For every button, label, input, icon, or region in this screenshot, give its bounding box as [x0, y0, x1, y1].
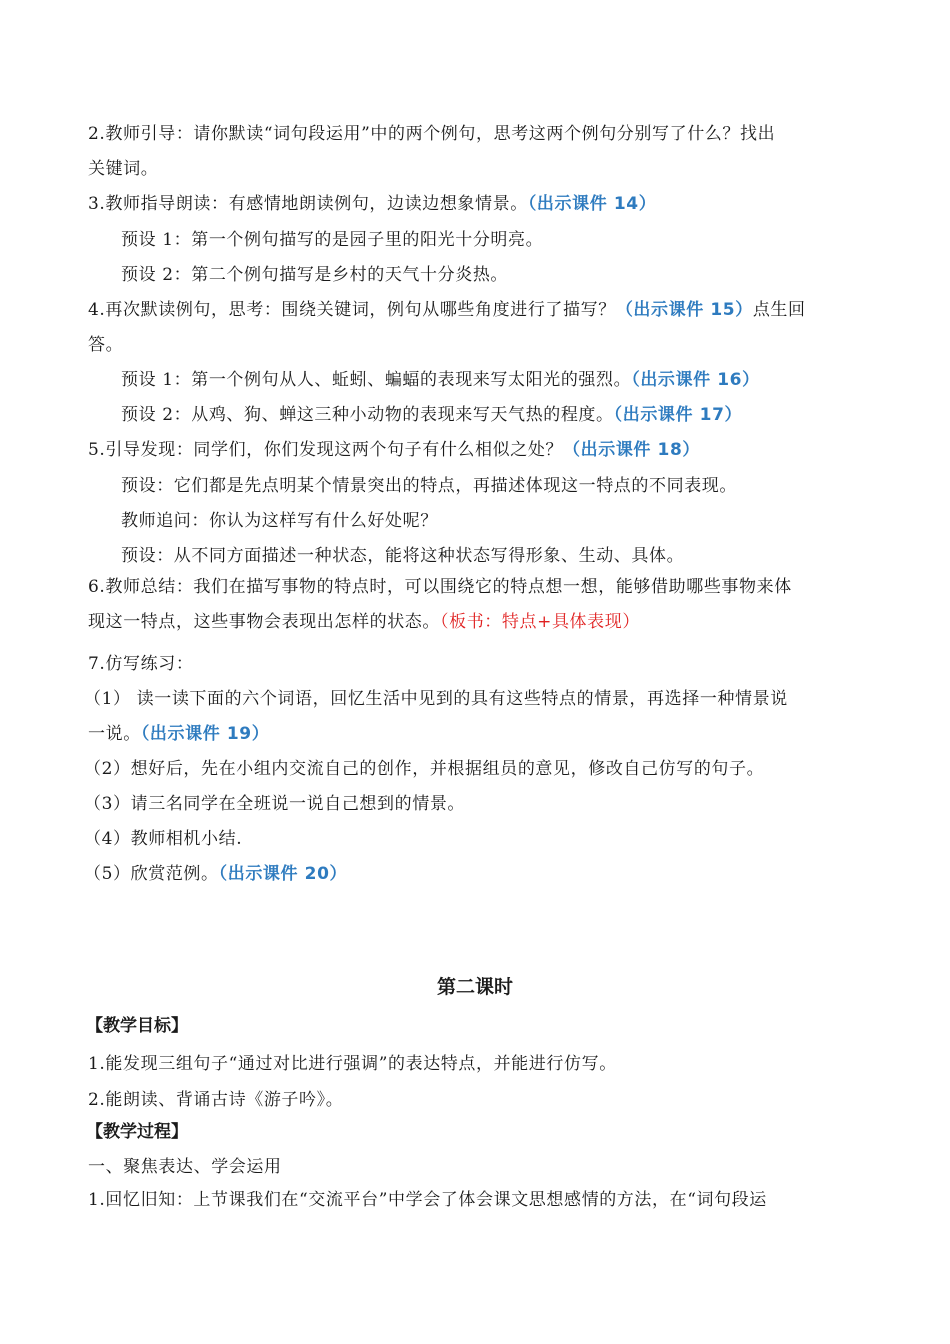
step4-preset1-line — [121, 368, 760, 392]
goal1: 1.能发现三组句子“通过对比进行强调”的表达特点，并能进行仿写。 — [88, 1054, 617, 1074]
step4-tail: 点生回 — [752, 300, 806, 320]
step4-preset2: 预设 2：从鸡、狗、蝉这三种小动物的表现来写天气热的程度。 — [121, 405, 614, 425]
lesson2-title: 第二课时 — [436, 976, 513, 998]
goal2: 2.能朗读、背诵古诗《游子吟》。 — [88, 1090, 344, 1110]
step4-line1 — [88, 298, 806, 322]
step5-line — [88, 438, 700, 462]
step5-followup: 教师追问：你认为这样写有什么好处呢？ — [121, 511, 438, 531]
step6-line1: 6.教师总结：我们在描写事物的特点时，可以围绕它的特点想一想，能够借助哪些事物来体 — [88, 577, 792, 597]
courseware-ref-18: （出示课件 18） — [563, 440, 701, 460]
teaching-process-heading: 【教学过程】 — [86, 1122, 188, 1142]
step6-text: 现这一特点，这些事物会表现出怎样的状态。 — [88, 612, 440, 632]
courseware-ref-17: （出示课件 17） — [613, 405, 743, 425]
step4-preset1: 预设 1：第一个例句从人、蚯蚓、蝙蝠的表现来写太阳光的强烈。 — [121, 370, 632, 390]
step2-line2: 关键词。 — [88, 159, 159, 179]
step7-p1-text: 一说。 — [88, 724, 141, 744]
section1-heading: 一、聚焦表达、学会运用 — [88, 1157, 282, 1177]
courseware-ref-20: （出示课件 20） — [218, 864, 348, 884]
step1-line1: 1.回忆旧知：上节课我们在“交流平台”中学会了体会课文思想感情的方法，在“词句段运 — [88, 1190, 767, 1210]
step7-p2: （2）想好后，先在小组内交流自己的创作，并根据组员的意见，修改自己仿写的句子。 — [84, 759, 765, 779]
step4-preset2-line — [121, 403, 742, 427]
step5-preset: 预设：它们都是先点明某个情景突出的特点，再描述体现这一特点的不同表现。 — [121, 476, 737, 496]
step3-preset1: 预设 1：第一个例句描写的是园子里的阳光十分明亮。 — [121, 230, 544, 250]
step2-line1: 2.教师引导：请你默读“词句段运用”中的两个例句，思考这两个例句分别写了什么？找出 — [88, 124, 776, 144]
step3-line — [88, 192, 656, 216]
step7-p4: （4）教师相机小结. — [84, 829, 243, 849]
step5-text: 5.引导发现：同学们，你们发现这两个句子有什么相似之处？ — [88, 440, 564, 460]
step4-text: 4.再次默读例句，思考：围绕关键词，例句从哪些角度进行了描写？ — [88, 300, 616, 320]
courseware-ref-14: （出示课件 14） — [527, 194, 657, 214]
step4-line2: 答。 — [88, 335, 124, 355]
step7-p3: （3）请三名同学在全班说一说自己想到的情景。 — [84, 794, 466, 814]
courseware-ref-19: （出示课件 19） — [140, 724, 270, 744]
step7-p1-line1: （1） 读一读下面的六个词语，回忆生活中见到的具有这些特点的情景，再选择一种情景说 — [84, 689, 788, 709]
step5-preset2: 预设：从不同方面描述一种状态，能将这种状态写得形象、生动、具体。 — [121, 546, 685, 566]
board-note: （板书：特点+具体表现） — [440, 612, 640, 632]
step7-title: 7.仿写练习： — [88, 654, 194, 674]
courseware-ref-15: （出示课件 15） — [615, 300, 753, 320]
step6-line2 — [88, 610, 640, 634]
step7-p1-line2 — [88, 722, 269, 746]
teaching-goals-heading: 【教学目标】 — [86, 1016, 188, 1036]
step3-text: 3.教师指导朗读：有感情地朗读例句，边读边想象情景。 — [88, 194, 528, 214]
step7-p5-text: （5）欣赏范例。 — [84, 864, 219, 884]
step3-preset2: 预设 2：第二个例句描写是乡村的天气十分炎热。 — [121, 265, 509, 285]
courseware-ref-16: （出示课件 16） — [631, 370, 760, 390]
step7-p5-line — [84, 862, 347, 886]
